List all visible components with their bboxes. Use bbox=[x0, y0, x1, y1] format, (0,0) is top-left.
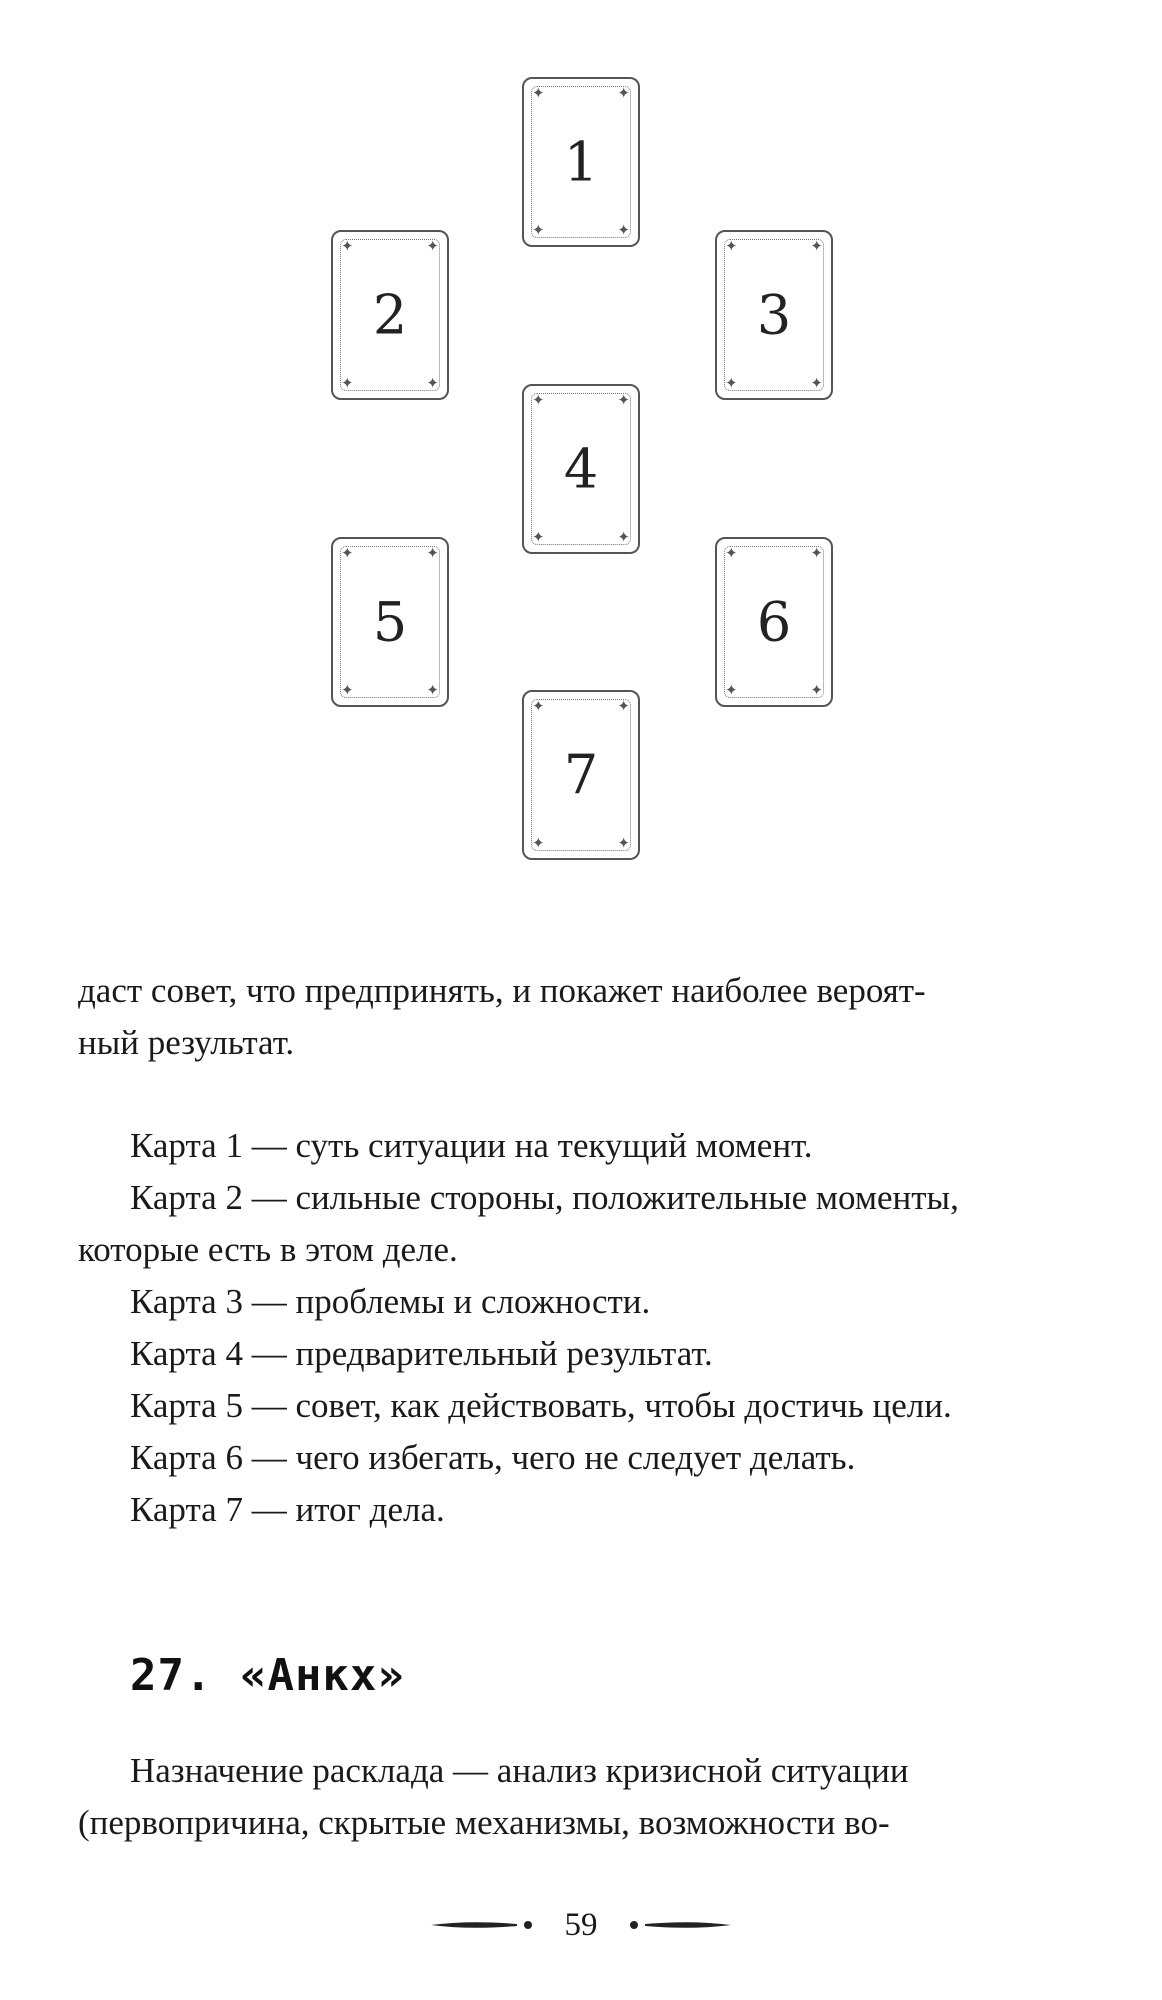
sparkle-icon: ✦ bbox=[426, 237, 439, 255]
sparkle-icon: ✦ bbox=[617, 391, 630, 409]
tarot-card-3 bbox=[715, 230, 833, 400]
card-number: 6 bbox=[756, 590, 792, 654]
tarot-card-4 bbox=[522, 384, 640, 554]
sparkle-icon: ✦ bbox=[725, 544, 738, 562]
list-item: Карта 1 — суть ситуации на текущий момент. bbox=[130, 1126, 813, 1165]
sparkle-icon: ✦ bbox=[341, 681, 354, 699]
sparkle-icon: ✦ bbox=[617, 221, 630, 239]
sparkle-icon: ✦ bbox=[532, 84, 545, 102]
sparkle-icon: ✦ bbox=[810, 681, 823, 699]
ornament-left-icon bbox=[429, 1917, 534, 1933]
sparkle-icon: ✦ bbox=[725, 237, 738, 255]
list-item: Карта 3 — проблемы и сложности. bbox=[130, 1282, 651, 1321]
card-number: 7 bbox=[563, 743, 599, 807]
ornament-right-icon bbox=[628, 1917, 733, 1933]
card-meanings-list bbox=[78, 1120, 1088, 1536]
card-number: 3 bbox=[756, 283, 792, 347]
card-number: 5 bbox=[372, 590, 408, 654]
purpose-paragraph: Назначение расклада — анализ кризисной ситуации (первопричина, скрытые механизмы, возможности во- bbox=[78, 1751, 909, 1842]
sparkle-icon: ✦ bbox=[725, 374, 738, 392]
sparkle-icon: ✦ bbox=[810, 544, 823, 562]
sparkle-icon: ✦ bbox=[341, 237, 354, 255]
sparkle-icon: ✦ bbox=[725, 681, 738, 699]
list-item: Карта 6 — чего избегать, чего не следует делать. bbox=[130, 1438, 856, 1477]
list-item: Карта 4 — предварительный результат. bbox=[130, 1334, 713, 1373]
sparkle-icon: ✦ bbox=[617, 834, 630, 852]
list-item: Карта 7 — итог дела. bbox=[130, 1490, 445, 1529]
section-heading: 27. «Анкх» bbox=[130, 1650, 405, 1701]
tarot-card-5 bbox=[331, 537, 449, 707]
card-number: 1 bbox=[563, 130, 599, 194]
card-number: 4 bbox=[563, 437, 599, 501]
text-line: ный результат. bbox=[78, 1023, 295, 1062]
text-line: даст совет, что предпринять, и покажет наиболее вероят- bbox=[78, 971, 926, 1010]
sparkle-icon: ✦ bbox=[341, 374, 354, 392]
sparkle-icon: ✦ bbox=[617, 84, 630, 102]
tarot-card-6 bbox=[715, 537, 833, 707]
card-number: 2 bbox=[372, 283, 408, 347]
sparkle-icon: ✦ bbox=[426, 681, 439, 699]
sparkle-icon: ✦ bbox=[426, 544, 439, 562]
sparkle-icon: ✦ bbox=[617, 528, 630, 546]
tarot-card-1 bbox=[522, 77, 640, 247]
page-number: 59 bbox=[564, 1906, 598, 1943]
sparkle-icon: ✦ bbox=[532, 834, 545, 852]
sparkle-icon: ✦ bbox=[532, 528, 545, 546]
continuation-paragraph bbox=[78, 965, 1088, 1069]
page-footer bbox=[0, 1905, 1162, 1944]
list-item: Карта 2 — сильные стороны, положительные моменты, которые есть в этом деле. bbox=[78, 1178, 959, 1269]
list-item: Карта 5 — совет, как действовать, чтобы достичь цели. bbox=[130, 1386, 952, 1425]
sparkle-icon: ✦ bbox=[532, 391, 545, 409]
sparkle-icon: ✦ bbox=[426, 374, 439, 392]
sparkle-icon: ✦ bbox=[810, 374, 823, 392]
sparkle-icon: ✦ bbox=[532, 697, 545, 715]
sparkle-icon: ✦ bbox=[810, 237, 823, 255]
sparkle-icon: ✦ bbox=[617, 697, 630, 715]
sparkle-icon: ✦ bbox=[532, 221, 545, 239]
sparkle-icon: ✦ bbox=[341, 544, 354, 562]
tarot-card-7 bbox=[522, 690, 640, 860]
tarot-card-2 bbox=[331, 230, 449, 400]
